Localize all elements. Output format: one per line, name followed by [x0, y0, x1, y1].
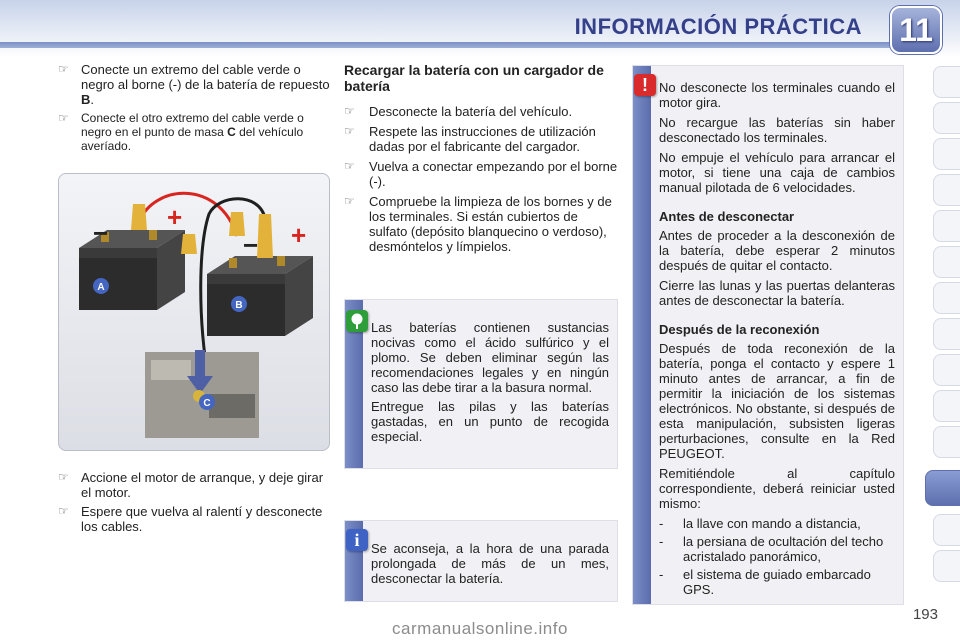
minus-sign-b: − — [243, 230, 259, 260]
header-rule — [0, 42, 900, 48]
chapter-tab[interactable] — [933, 318, 960, 350]
warning-box — [633, 66, 903, 604]
pointing-hand-icon: ☞ — [344, 124, 355, 138]
warning-text: Remitiéndole al capítulo correspondiente, deberá reiniciar usted mismo: — [659, 466, 895, 511]
chapter-tab[interactable] — [933, 246, 960, 278]
chapter-tab[interactable] — [933, 390, 960, 422]
environment-note-text-2: Entregue las pilas y las baterías gastadas, en un punto de recogida especial. — [371, 399, 609, 444]
warning-text: Después de toda reconexión de la batería, ponga el contacto y espere 1 minuto antes de arrancar, a fin de permitir la iniciación de los sistemas electrónicos. No obstante, si después de esta manipulación, subsisten ligeras perturbaciones, consulte en la Red PEUGEOT. — [659, 341, 895, 461]
chapter-tab[interactable] — [933, 514, 960, 546]
left-column-bottom — [58, 470, 330, 538]
chapter-tab[interactable] — [933, 174, 960, 206]
pointing-hand-icon: ☞ — [344, 159, 355, 173]
list-item: ☞ Compruebe la limpieza de los bornes y de los terminales. Si están cubiertos de sulfato (depósito blanquecino o verdoso), desmóntelos y límpielos. — [344, 194, 612, 254]
chapter-tab[interactable] — [933, 282, 960, 314]
down-arrow-icon — [195, 350, 205, 378]
pointing-hand-icon: ☞ — [58, 504, 69, 518]
pointing-hand-icon: ☞ — [344, 104, 355, 118]
environment-note-box — [345, 300, 617, 468]
page-number: 193 — [912, 606, 938, 623]
list-item: ☞ Espere que vuelva al ralentí y desconecte los cables. — [58, 504, 323, 534]
pointing-hand-icon: ☞ — [58, 111, 69, 125]
warning-text: Antes de proceder a la desconexión de la batería, debe esperar 2 minutos después de quitar el contacto. — [659, 228, 895, 273]
info-note-box — [345, 521, 617, 601]
list-item: ☞ Desconecte la batería del vehículo. — [344, 104, 573, 119]
pointing-hand-icon: ☞ — [58, 470, 69, 484]
warning-text: Cierre las lunas y las puertas delanteras antes de desconectar la batería. — [659, 278, 895, 308]
subheading: Después de la reconexión — [659, 322, 820, 337]
warning-text: No desconecte los terminales cuando el motor gira. — [659, 80, 895, 110]
pointing-hand-icon: ☞ — [58, 62, 69, 76]
list-item: ☞ Conecte el otro extremo del cable verde o negro en el punto de masa C del vehículo averíado. — [58, 111, 304, 153]
watermark: carmanualsonline.info — [392, 619, 568, 638]
chapter-tab-active[interactable] — [925, 470, 960, 506]
label-b: B — [235, 300, 243, 311]
chapter-tab[interactable] — [933, 354, 960, 386]
warning-text: No empuje el vehículo para arrancar el motor, si tiene una caja de cambios manual pilotada de 6 velocidades. — [659, 150, 895, 195]
chapter-tabs — [932, 66, 960, 576]
list-item: - el sistema de guiado embarcado GPS. — [659, 567, 871, 597]
list-item: - la persiana de ocultación del techo acristalado panorámico, — [659, 534, 884, 564]
middle-column — [344, 62, 618, 259]
label-c: C — [203, 398, 211, 409]
plus-sign-b: + — [291, 220, 307, 250]
label-a: A — [97, 282, 105, 293]
battery-diagram — [59, 174, 329, 450]
chapter-tab[interactable] — [933, 210, 960, 242]
chapter-tab[interactable] — [933, 426, 960, 458]
chapter-number-badge: 11 — [890, 6, 942, 54]
subheading: Antes de desconectar — [659, 209, 795, 224]
pointing-hand-icon: ☞ — [344, 194, 355, 208]
chapter-tab[interactable] — [933, 550, 960, 582]
tree-icon — [346, 310, 368, 332]
jump-start-illustration — [58, 173, 330, 451]
chapter-tab[interactable] — [933, 66, 960, 98]
list-item: ☞ Accione el motor de arranque, y deje girar el motor. — [58, 470, 324, 500]
list-item: - la llave con mando a distancia, — [659, 516, 861, 531]
warning-icon: ! — [634, 74, 656, 96]
environment-note-text: Las baterías contienen sustancias nocivas como el ácido sulfúrico y el plomo. Se deben eliminar según las recomendaciones legales y en ningún caso las debe tirar a la basura normal. — [371, 320, 609, 395]
list-item: ☞ Respete las instrucciones de utilización dadas por el fabricante del cargador. — [344, 124, 596, 154]
chapter-title: INFORMACIÓN PRÁCTICA — [574, 14, 862, 39]
list-item: ☞ Vuelva a conectar empezando por el borne (-). — [344, 159, 618, 189]
chapter-tab[interactable] — [933, 138, 960, 170]
info-icon: i — [346, 529, 368, 551]
left-column — [58, 62, 330, 157]
battery-b — [207, 256, 313, 336]
red-cable — [139, 193, 237, 236]
section-title: Recargar la batería con un cargador de batería — [344, 62, 604, 94]
list-item: ☞ Conecte un extremo del cable verde o negro al borne (-) de la batería de repuesto B. — [58, 62, 330, 107]
plus-sign-a: + — [167, 202, 183, 232]
chapter-tab[interactable] — [933, 102, 960, 134]
info-note-text: Se aconseja, a la hora de una parada prolongada de más de un mes, desconectar la batería. — [371, 541, 609, 586]
minus-sign-a: − — [93, 218, 109, 248]
warning-text: No recargue las baterías sin haber desconectado los terminales. — [659, 115, 895, 145]
